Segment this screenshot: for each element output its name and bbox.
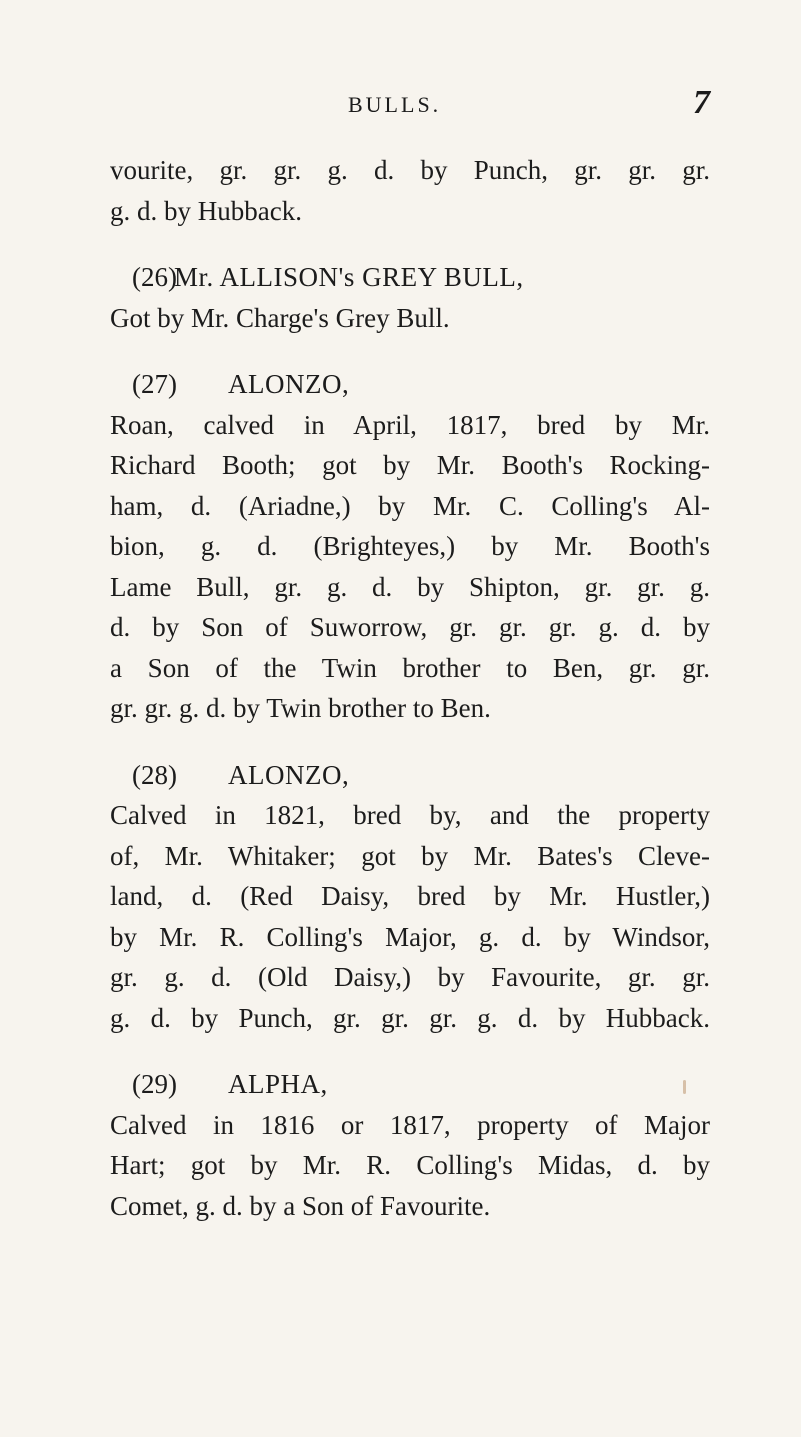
- text-line: g. d. by Hubback.: [110, 195, 302, 226]
- entry-number: (28): [132, 759, 177, 790]
- text-line: Roan, calved in April, 1817, bred by Mr.: [110, 409, 710, 440]
- entry-title: ALONZO,: [228, 369, 350, 399]
- text-line: Calved in 1816 or 1817, property of Major: [110, 1109, 710, 1140]
- text-line: ham, d. (Ariadne,) by Mr. C. Colling's Al-: [110, 490, 710, 521]
- text-line: by Mr. R. Colling's Major, g. d. by Windsor,: [110, 921, 710, 952]
- entry-heading: [110, 755, 710, 796]
- entry-29: [110, 1064, 710, 1226]
- entry-number: (27): [132, 369, 177, 399]
- text-line: gr. g. d. (Old Daisy,) by Favourite, gr. gr.: [110, 962, 710, 992]
- entry-heading: [110, 1064, 710, 1105]
- body-text: [110, 150, 710, 1226]
- entry-title: ALONZO,: [228, 759, 350, 790]
- text-line: land, d. (Red Daisy, bred by Mr. Hustler,): [110, 881, 710, 911]
- entry-title: Mr. ALLISON's GREY BULL,: [174, 262, 524, 292]
- page-number: 7: [693, 84, 710, 121]
- text-line: Lame Bull, gr. g. d. by Shipton, gr. gr. g.: [110, 571, 710, 602]
- text-line: bion, g. d. (Brighteyes,) by Mr. Booth's: [110, 531, 710, 561]
- text-line: a Son of the Twin brother to Ben, gr. gr.: [110, 652, 710, 683]
- paper-blemish: [683, 1080, 686, 1094]
- text-line: Richard Booth; got by Mr. Booth's Rocking-: [110, 450, 710, 480]
- entry-26: [110, 257, 710, 338]
- entry-28: [110, 755, 710, 1039]
- text-line: Got by Mr. Charge's Grey Bull.: [110, 302, 450, 333]
- text-line: gr. gr. g. d. by Twin brother to Ben.: [110, 693, 491, 723]
- text-line: Hart; got by Mr. R. Colling's Midas, d. by: [110, 1150, 710, 1180]
- running-title: BULLS.: [348, 92, 442, 117]
- entry-number: (29): [132, 1069, 177, 1099]
- text-line: of, Mr. Whitaker; got by Mr. Bates's Cleve-: [110, 840, 710, 871]
- text-line: g. d. by Punch, gr. gr. gr. g. d. by Hubback.: [110, 1002, 710, 1033]
- entry-title: ALPHA,: [228, 1069, 328, 1099]
- text-line: d. by Son of Suworrow, gr. gr. gr. g. d. by: [110, 612, 710, 642]
- entry-heading: [110, 257, 710, 298]
- entry-number: (26): [132, 262, 177, 292]
- running-head: [0, 86, 801, 126]
- entry-heading: [110, 364, 710, 405]
- text-line: Calved in 1821, bred by, and the property: [110, 800, 710, 830]
- continued-entry: [110, 150, 710, 231]
- text-line: vourite, gr. gr. g. d. by Punch, gr. gr. gr.: [110, 155, 710, 185]
- text-line: Comet, g. d. by a Son of Favourite.: [110, 1190, 491, 1221]
- entry-27: [110, 364, 710, 729]
